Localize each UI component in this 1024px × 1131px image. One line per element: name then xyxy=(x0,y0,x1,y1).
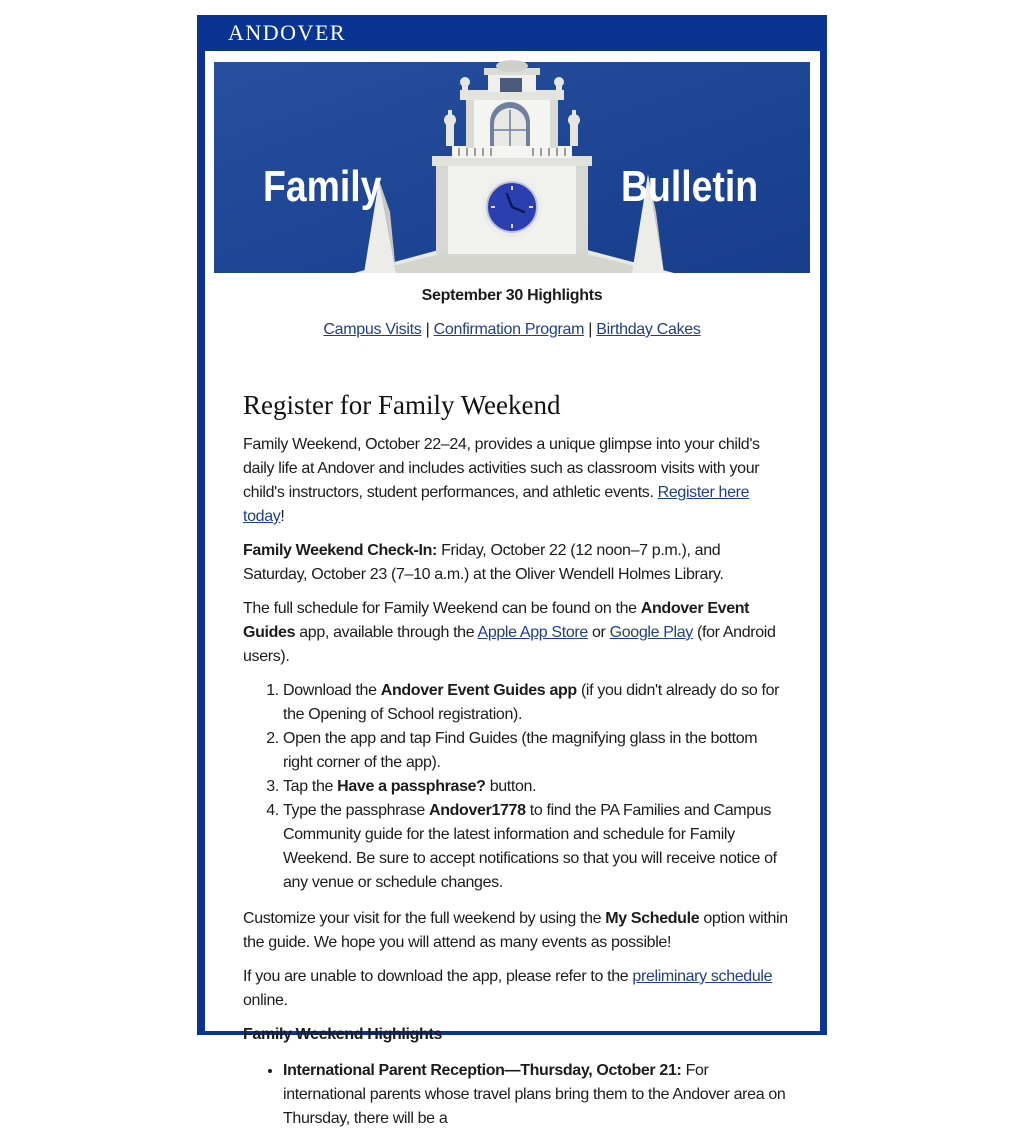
google-play-link[interactable]: Google Play xyxy=(609,624,693,641)
nav-separator: | xyxy=(584,321,597,338)
schedule-paragraph: The full schedule for Family Weekend can be found on the Andover Event Guides app, available through the Apple App Store or Google Play (for Android users). xyxy=(243,600,776,665)
link-birthday-cakes[interactable]: Birthday Cakes xyxy=(596,321,701,338)
highlight-links xyxy=(214,321,810,339)
article-heading: Register for Family Weekend xyxy=(243,390,561,420)
highlights-heading: Family Weekend Highlights xyxy=(243,1026,442,1043)
highlights-list xyxy=(243,1059,788,1131)
app-steps-list xyxy=(243,679,788,895)
preliminary-schedule-paragraph: If you are unable to download the app, please refer to the preliminary schedule online. xyxy=(243,968,773,1009)
preliminary-schedule-link[interactable]: preliminary schedule xyxy=(632,968,773,985)
list-item: 1. Download the Andover Event Guides app (if you didn't already do so for the Opening of School registration). xyxy=(283,679,788,727)
banner-title-bulletin: Bulletin xyxy=(621,162,759,211)
banner-title-family: Family xyxy=(263,162,382,211)
highlights-date: September 30 Highlights xyxy=(421,287,603,304)
list-item: 4. Type the passphrase Andover1778 to find the PA Families and Campus Community guide for the latest information and schedule for Family Weekend. Be sure to accept notifications so that you will receive notice of any venue or schedule changes. xyxy=(283,799,788,895)
link-campus-visits[interactable]: Campus Visits xyxy=(323,321,422,338)
intro-paragraph: Family Weekend, October 22–24, provides a unique glimpse into your child's daily life at Andover and includes activities such as classroom visits with your child's instructors, student performances, and athletic events. Register here today! xyxy=(243,436,760,525)
article xyxy=(243,385,788,1131)
list-item: 2. Open the app and tap Find Guides (the magnifying glass in the bottom right corner of the app). xyxy=(283,727,788,775)
customize-paragraph: Customize your visit for the full weekend by using the My Schedule option within the guide. We hope you will attend as many events as possible! xyxy=(243,910,788,951)
nav-separator: | xyxy=(421,321,434,338)
apple-app-store-link[interactable]: Apple App Store xyxy=(477,624,588,641)
andover-logo[interactable]: ANDOVER xyxy=(228,20,347,45)
list-item: • International Parent Reception—Thursday, October 21: For international parents whose travel plans bring them to the Andover area on Thursday, there will be a xyxy=(283,1059,788,1131)
link-confirmation-program[interactable]: Confirmation Program xyxy=(433,321,585,338)
list-item: 3. Tap the Have a passphrase? button. xyxy=(283,775,788,799)
check-in-paragraph: Family Weekend Check-In: Friday, October 22 (12 noon–7 p.m.), and Saturday, October 23 (7–10 a.m.) at the Oliver Wendell Holmes Library. xyxy=(243,542,724,583)
family-bulletin-banner xyxy=(214,62,810,273)
register-link[interactable]: Register here today xyxy=(243,484,750,525)
